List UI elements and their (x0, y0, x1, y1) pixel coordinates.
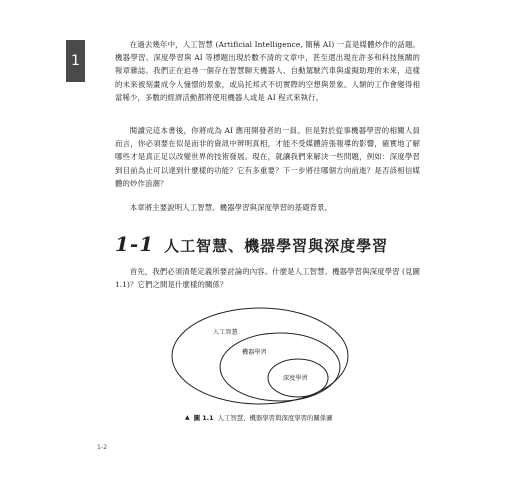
paragraph-chapter-summary-text: 本章將主要說明人工智慧、機器學習與深度學習的基礎背景。 (129, 203, 333, 212)
figure-caption (185, 413, 385, 422)
figure-caption-text: 人工智慧、機器學習與深度學習的關係圖 (217, 414, 333, 422)
triangle-marker-icon: ▲ (185, 414, 190, 421)
figure-number: 圖 1.1 (193, 414, 214, 422)
paragraph-intro-text: 在過去幾年中，人工智慧 (Artificial Intelligence, 簡稱 AI) 一直是媒體炒作的話題。機器學習、深度學習與 AI 等標題出現於數不清的文章中，甚至還出現在許多和科技無關的報章雜誌。我們正在迫尋一個存在智慧聊天機器人、自動駕駛汽車與虛擬助理的未來，這樣的未來被刻畫成令人憧憬的景象，或烏托邦式不切實際的空想與景象。人類的工作會變得相當稀少，多數的經濟活動都將使用機器人或是 AI 程式來執行。 (115, 40, 420, 102)
section-heading (115, 232, 420, 256)
page-number: 1-2 (97, 444, 108, 451)
dl-label: 深度學習 (283, 375, 308, 382)
paragraph-intro (115, 38, 420, 104)
paragraph-chapter-summary (115, 201, 420, 214)
section-title: 人工智慧、機器學習與深度學習 (164, 237, 389, 255)
paragraph-definitions (115, 265, 420, 291)
paragraph-definitions-text: 首先，我們必須清楚定義所要討論的內容。什麼是人工智慧、機器學習與深度學習 (見圖 1.1)？它們之間是什麼樣的關係？ (115, 267, 420, 290)
paragraph-reader-goal-text: 閱讀完這本書後，你將成為 AI 應用開發者的一員。但是對於從事機器學習的相關人員而言，你必須要在似是而非的資訊中辨明真相，才能不受媒體誇張報導的影響，確實地了解哪些才是真正足以改變世界的技術發展。現在，就讓我們來解決一些問題，例如：深度學習到目前為止可以達到什麼樣的功能？它有多重要？下一步將往哪個方向前進？是否該相信媒體的炒作浪潮？ (115, 126, 420, 188)
paragraph-reader-goal (115, 124, 420, 190)
chapter-tab: 1 (66, 40, 85, 82)
section-number: 1-1 (115, 232, 155, 256)
ml-label: 機器學習 (242, 349, 267, 356)
ai-label: 人工智慧 (213, 329, 238, 336)
nested-ellipse-diagram (170, 306, 350, 406)
